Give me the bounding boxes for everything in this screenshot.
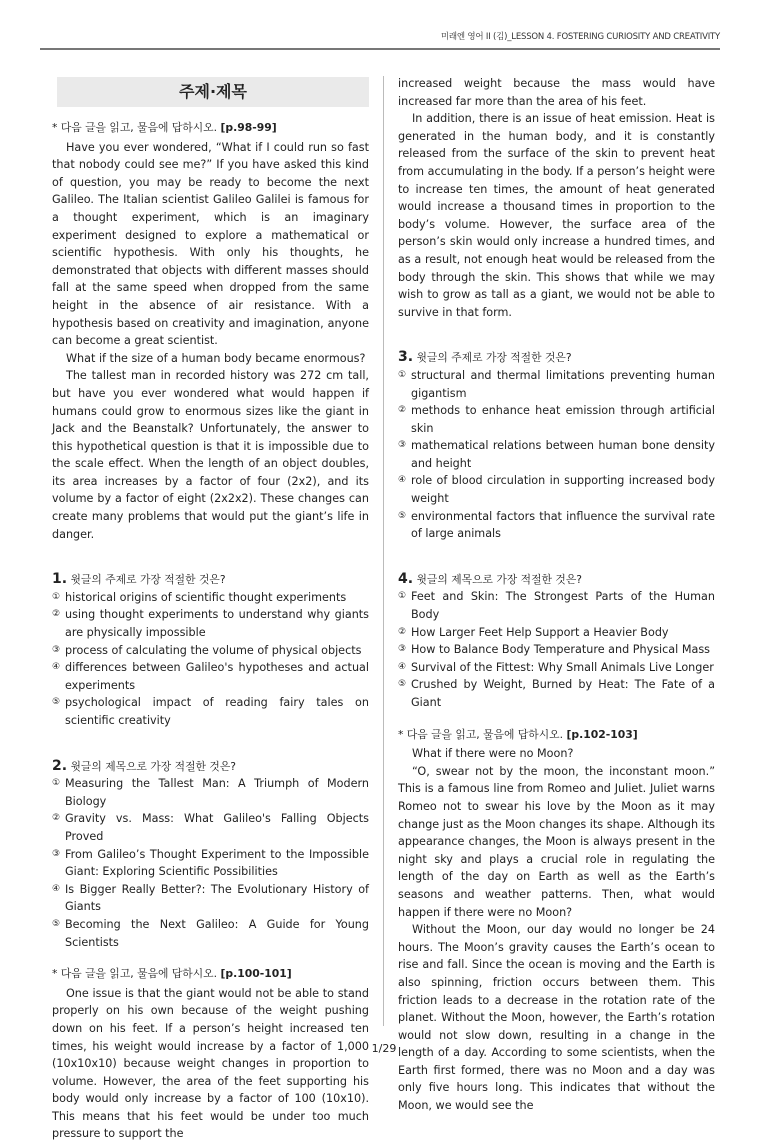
q3-option-2[interactable]: ② methods to enhance heat emission through artificial skin xyxy=(398,404,715,435)
page-ref-3: [p.102-103] xyxy=(566,727,638,741)
q4-option-1[interactable]: ① Feet and Skin: The Strongest Parts of the Human Body xyxy=(398,590,715,622)
passage3-para3: Without the Moon, our day would no longer be 24 hours. The Moon’s gravity causes the Earth’s ocean to rise and fall. Since the ocean is moving and the Earth is also spinning, friction occurs between them. This friction leads to a decrease in the rotation rate of the planet. Without the Moon, however, the Earth’s rotation would not slow down, resulting in a change in the length of a day. According to some scientists, when the Earth first formed, there was no Moon and a day was only five hours long. This indicates that without the Moon, we would see the xyxy=(398,923,715,1113)
page-header: 미래엔 영어 II (김)_LESSON 4. FOSTERING CURIOSITY AND CREATIVITY xyxy=(40,30,720,50)
q2-option-5[interactable]: ⑤ Becoming the Next Galileo: A Guide for Young Scientists xyxy=(52,917,369,949)
passage3-para2: “O, swear not by the moon, the inconstant moon.” This is a famous line from Romeo and Juliet. Juliet warns Romeo not to swear his love by the Moon as it may change just as the Moon changes its shape. Although its appearance changes, the Moon is always present in the night sky and plays a crucial role in regulating the length of the day on Earth as well as the Earth’s seasons and weather patterns. Then, what would happen if there were no Moon? xyxy=(398,764,715,919)
q1-option-2[interactable]: ② using thought experiments to understand why giants are physically impossible xyxy=(52,608,369,640)
q2-option-4[interactable]: ④ Is Bigger Really Better?: The Evolutionary History of Giants xyxy=(52,882,369,914)
passage2-continued: increased weight because the mass would have increased far more than the area of his feet. xyxy=(398,77,715,108)
q2-option-1[interactable]: ① Measuring the Tallest Man: A Triumph of Modern Biology xyxy=(52,777,369,808)
passage1-para2: What if the size of a human body became enormous? xyxy=(66,351,366,365)
q1-option-3[interactable]: ③ process of calculating the volume of physical objects xyxy=(52,643,362,657)
q4-option-3[interactable]: ③ How to Balance Body Temperature and Physical Mass xyxy=(398,643,710,657)
q2-option-2[interactable]: ② Gravity vs. Mass: What Galileo's Falling Objects Proved xyxy=(52,812,369,843)
page-number: 1/29 xyxy=(371,1042,397,1055)
instruction-1: * 다음 글을 읽고, 물음에 답하시오. [p.98-99] xyxy=(52,121,277,134)
passage2-para2: In addition, there is an issue of heat emission. Heat is generated in the human body, and it is constantly released from the surface of the skin to prevent heat from accumulating in the body. If a person’s height were to increase ten times, the amount of heat generated would increase a thousand times in proportion to the body’s volume. However, the surface area of the person’s skin would only increase a hundred times, and as a result, not enough heat would be released from the body through the skin. This shows that while we may wish to grow as tall as a giant, we would not be able to survive in that form. xyxy=(398,112,715,319)
left-column xyxy=(52,62,369,1143)
q3-option-3[interactable]: ③ mathematical relations between human bone density and height xyxy=(398,439,715,470)
q3-option-4[interactable]: ④ role of blood circulation in supporting increased body weight xyxy=(398,474,715,506)
q1-option-4[interactable]: ④ differences between Galileo's hypotheses and actual experiments xyxy=(52,661,369,692)
q1-option-1[interactable]: ① historical origins of scientific thought experiments xyxy=(52,590,347,604)
question-2-heading: 2. 윗글의 제목으로 가장 적절한 것은? xyxy=(52,757,236,774)
q3-option-5[interactable]: ⑤ environmental factors that influence the survival rate of large animals xyxy=(398,509,715,541)
question-4-heading: 4. 윗글의 제목으로 가장 적절한 것은? xyxy=(398,570,582,587)
question-1-heading: 1. 윗글의 주제로 가장 적절한 것은? xyxy=(52,571,226,588)
passage1-para1: Have you ever wondered, “What if I could run so fast that nobody could see me?” If you have asked this kind of question, you may be ready to become the next Galileo. The Italian scientist Galileo Galilei is famous for a thought experiment, which is an imaginary experiment designed to explore a mathematical or scientific hypothesis. With only his thoughts, he demonstrated that objects with different masses should fall at the same speed when dropped from the same height in the absence of air resistance. With a hypothesis based on creativity and imagination, anyone can become a great scientist. xyxy=(52,140,369,348)
instruction-2: * 다음 글을 읽고, 물음에 답하시오. [p.100-101] xyxy=(52,967,292,981)
question-3-heading: 3. 윗글의 주제로 가장 적절한 것은? xyxy=(398,349,572,366)
q3-option-1[interactable]: ① structural and thermal limitations preventing human gigantism xyxy=(398,368,715,400)
q4-option-5[interactable]: ⑤ Crushed by Weight, Burned by Heat: The Fate of a Giant xyxy=(398,678,715,709)
passage3-para1: What if there were no Moon? xyxy=(412,747,574,761)
passage2-para1: One issue is that the giant would not be able to stand properly on his own because of the weight pushing down on his feet. If a person’s height increased ten times, his weight would increase by a factor of 1,000 (10x10x10) because weight changes in proportion to volume. However, the area of the feet supporting his body would only increase by a factor of 100 (10x10). This means that his feet would be under too much pressure to support the xyxy=(52,986,369,1141)
passage1-para3: The tallest man in recorded history was 272 cm tall, but have you ever wondered what would happen if humans could grow to enormous sizes like the giant in Jack and the Beanstalk? Unfortunately, the answer to this hypothetical question is that it is impossible due to the scale effect. When the length of an object doubles, its area increases by a factor of four (2x2), and its volume by a factor of eight (2x2x2). These changes can create many problems that would put the giant’s life in danger. xyxy=(52,369,369,541)
page-ref-2: [p.100-101] xyxy=(220,967,292,981)
page-ref-1: [p.98-99] xyxy=(220,121,277,134)
q4-option-2[interactable]: ② How Larger Feet Help Support a Heavier Body xyxy=(398,625,669,639)
column-divider xyxy=(383,76,384,1026)
instruction-3: * 다음 글을 읽고, 물음에 답하시오. [p.102-103] xyxy=(398,727,638,741)
q4-option-4[interactable]: ④ Survival of the Fittest: Why Small Animals Live Longer xyxy=(398,660,714,674)
right-column xyxy=(398,75,715,1115)
q2-option-3[interactable]: ③ From Galileo’s Thought Experiment to the Impossible Giant: Exploring Scientific Possibilities xyxy=(52,847,369,879)
q1-option-5[interactable]: ⑤ psychological impact of reading fairy tales on scientific creativity xyxy=(52,696,369,727)
section-title: 주제·제목 xyxy=(57,77,369,107)
